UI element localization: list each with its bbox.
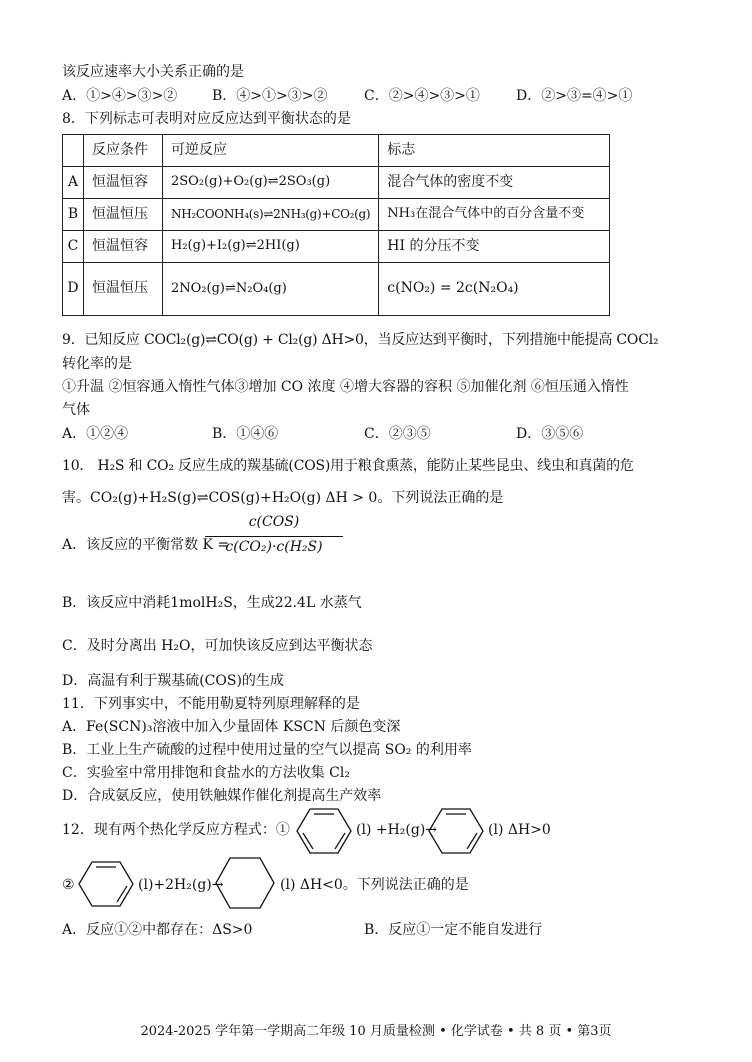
q9-stem-line1: 9．已知反应 COCl₂(g)⇌CO(g) + Cl₂(g) ΔH>0，当反应达到平衡时，下列措施中能提高 COCl₂ bbox=[62, 332, 659, 348]
q12-line2-prefix: ② bbox=[62, 877, 75, 893]
table-cell: NH₂COONH₄(s)⇌2NH₃(g)+CO₂(g) bbox=[163, 199, 379, 231]
table-cell: 恒温恒容 bbox=[84, 231, 163, 263]
q10-option-c: C．及时分离出 H₂O，可加快该反应到达平衡状态 bbox=[62, 638, 373, 654]
q8-table bbox=[62, 134, 610, 316]
table-cell: 2SO₂(g)+O₂(g)⇌2SO₃(g) bbox=[163, 167, 379, 199]
table-cell: 恒温恒容 bbox=[84, 167, 163, 199]
table-header-cell: 标志 bbox=[379, 135, 610, 167]
q9-measures-line2: 气体 bbox=[62, 402, 90, 418]
q7-option-b: B．④>①>③>② bbox=[212, 88, 328, 104]
q10-option-d: D．高温有利于羰基硫(COS)的生成 bbox=[62, 673, 284, 689]
q12-line1-prefix: 12．现有两个热化学反应方程式：① bbox=[62, 822, 290, 838]
q11-option-a: A．Fe(SCN)₃溶液中加入少量固体 KSCN 后颜色变深 bbox=[62, 719, 401, 735]
q10-option-a-fraction bbox=[205, 514, 343, 557]
table-header-row bbox=[63, 135, 610, 167]
q9-option-b: B．①④⑥ bbox=[212, 426, 279, 442]
q12-line1-mid: (l) +H₂(g)→ bbox=[356, 822, 438, 838]
q7-option-a: A．①>④>③>② bbox=[62, 88, 178, 104]
q12-line2-suffix: (l) ΔH<0。下列说法正确的是 bbox=[280, 877, 469, 893]
q7-options bbox=[62, 88, 702, 108]
fraction-bar bbox=[205, 536, 343, 537]
q12-line2-mid: (l)+2H₂(g)→ bbox=[138, 877, 224, 893]
q10-stem-line2: 害。CO₂(g)+H₂S(g)⇌COS(g)+H₂O(g) ΔH > 0。下列说法正确的是 bbox=[62, 490, 504, 506]
q9-option-a: A．①②④ bbox=[62, 426, 129, 442]
fraction-numerator: c(COS) bbox=[248, 514, 300, 530]
q8-stem: 8．下列标志可表明对应反应达到平衡状态的是 bbox=[62, 111, 351, 127]
cyclohexadiene-ring-structure bbox=[78, 859, 134, 909]
q12-option-a: A．反应①②中都存在：ΔS>0 bbox=[62, 922, 253, 938]
table-row bbox=[63, 263, 610, 316]
table-cell: B bbox=[63, 199, 84, 231]
q12-option-b: B．反应①一定不能自发进行 bbox=[364, 922, 543, 938]
q9-measures-line1: ①升温 ②恒容通入惰性气体③增加 CO 浓度 ④增大容器的容积 ⑤加催化剂 ⑥恒压通入惰性 bbox=[62, 379, 629, 395]
q11-stem: 11．下列事实中，不能用勒夏特列原理解释的是 bbox=[62, 696, 360, 712]
table-row bbox=[63, 167, 610, 199]
q9-options bbox=[62, 426, 702, 446]
table-cell: C bbox=[63, 231, 84, 263]
q9-option-c: C．②③⑤ bbox=[364, 426, 431, 442]
table-header-cell bbox=[63, 135, 84, 167]
table-header-cell: 可逆反应 bbox=[163, 135, 379, 167]
table-cell: c(NO₂) = 2c(N₂O₄) bbox=[379, 263, 610, 316]
table-header-cell: 反应条件 bbox=[84, 135, 163, 167]
q11-option-b: B．工业上生产硫酸的过程中使用过量的空气以提高 SO₂ 的利用率 bbox=[62, 742, 472, 758]
table-cell: 混合气体的密度不变 bbox=[379, 167, 610, 199]
q12-options bbox=[62, 922, 702, 942]
table-cell: H₂(g)+I₂(g)⇌2HI(g) bbox=[163, 231, 379, 263]
table-cell: 恒温恒压 bbox=[84, 199, 163, 231]
table-cell: 恒温恒压 bbox=[84, 263, 163, 316]
q7-option-d: D．②>③=④>① bbox=[516, 88, 633, 104]
q9-option-d: D．③⑤⑥ bbox=[516, 426, 584, 442]
fraction-denominator: c(CO₂)·c(H₂S) bbox=[225, 539, 323, 555]
q10-stem-line1: 10． H₂S 和 CO₂ 反应生成的羰基硫(COS)用于粮食熏蒸，能防止某些昆虫、线虫和真菌的危 bbox=[62, 458, 634, 474]
q7-option-c: C．②>④>③>① bbox=[364, 88, 480, 104]
table-cell: NH₃在混合气体中的百分含量不变 bbox=[379, 199, 610, 231]
q9-stem-line2: 转化率的是 bbox=[62, 356, 132, 372]
q12-line1-suffix: (l) ΔH>0 bbox=[488, 822, 551, 838]
q11-option-d: D．合成氨反应，使用铁触媒作催化剂提高生产效率 bbox=[62, 788, 382, 804]
table-cell: 2NO₂(g)⇌N₂O₄(g) bbox=[163, 263, 379, 316]
q10-option-a-prefix: A．该反应的平衡常数 K = bbox=[62, 537, 230, 553]
q10-option-b: B．该反应中消耗1molH₂S，生成22.4L 水蒸气 bbox=[62, 595, 362, 611]
q11-option-c: C．实验室中常用排饱和食盐水的方法收集 Cl₂ bbox=[62, 765, 350, 781]
table-row bbox=[63, 231, 610, 263]
page-footer: 2024-2025 学年第一学期高二年级 10 月质量检测 • 化学试卷 • 共 8 页 • 第3页 bbox=[140, 1024, 612, 1039]
table-cell: HI 的分压不变 bbox=[379, 231, 610, 263]
cyclohexadiene-ring-structure bbox=[428, 806, 484, 856]
table-cell: D bbox=[63, 263, 84, 316]
benzene-ring-structure bbox=[296, 806, 352, 856]
cyclohexane-ring-structure bbox=[214, 855, 276, 911]
q7-stem: 该反应速率大小关系正确的是 bbox=[62, 64, 244, 80]
table-row bbox=[63, 199, 610, 231]
table-cell: A bbox=[63, 167, 84, 199]
